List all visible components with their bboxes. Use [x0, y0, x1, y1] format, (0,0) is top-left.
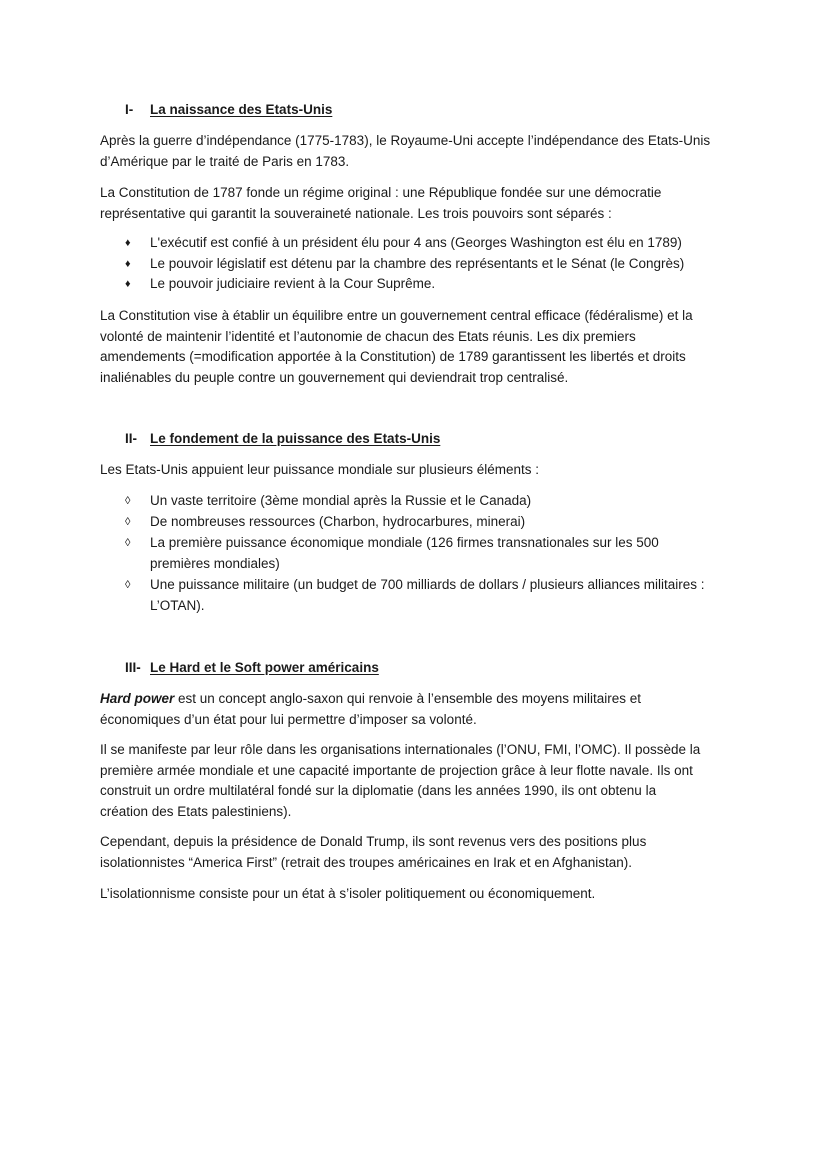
- lozenge-bullet-icon: ◊: [125, 537, 131, 549]
- text-line: représentative qui garantit la souveraineté nationale. Les trois pouvoirs sont séparés :: [100, 205, 612, 221]
- section-title: Le Hard et le Soft power américains: [150, 660, 379, 675]
- list-item-text: [150, 533, 659, 574]
- text-line: Après la guerre d’indépendance (1775-1783), le Royaume-Uni accepte l’indépendance des Etats-Unis: [100, 133, 711, 148]
- section-number: III-: [125, 660, 141, 675]
- text-line: création des Etats palestiniens).: [100, 803, 292, 819]
- section-title: Le fondement de la puissance des Etats-Unis: [150, 431, 441, 446]
- text-fragment: est un concept anglo-saxon qui renvoie à l’ensemble des moyens militaires et: [174, 691, 642, 706]
- text-line: volonté de maintenir l’identité et l’autonomie de chacun des Etats réunis. Les dix premiers: [100, 328, 636, 344]
- lozenge-bullet-icon: ◊: [125, 579, 131, 591]
- section-number: II-: [125, 431, 137, 446]
- text-line: L’OTAN).: [150, 597, 205, 613]
- list-item-text: L'exécutif est confié à un président élu pour 4 ans (Georges Washington est élu en 1789): [150, 235, 682, 250]
- paragraph: [100, 306, 740, 388]
- paragraph: [100, 131, 740, 172]
- definition-term: Hard power: [100, 691, 175, 706]
- text-line: Les Etats-Unis appuient leur puissance mondiale sur plusieurs éléments :: [100, 462, 539, 477]
- paragraph: [100, 460, 740, 481]
- text-line: Une puissance militaire (un budget de 700 milliards de dollars / plusieurs alliances militaires :: [150, 577, 705, 592]
- text-line: première armée mondiale et une capacité importante de projection grâce à leur flotte navale. Ils ont: [100, 762, 693, 778]
- text-line: L’isolationnisme consiste pour un état à s’isoler politiquement ou économiquement.: [100, 886, 596, 901]
- section-title: La naissance des Etats-Unis: [150, 102, 333, 117]
- list-item-text: Un vaste territoire (3ème mondial après la Russie et le Canada): [150, 493, 532, 508]
- paragraph: [100, 832, 740, 873]
- diamond-bullet-icon: ♦: [125, 237, 131, 249]
- text-line: Cependant, depuis la présidence de Donald Trump, ils sont revenus vers des positions plus: [100, 834, 647, 849]
- paragraph: [100, 884, 740, 905]
- paragraph: [100, 740, 740, 822]
- text-line: inaliénables du peuple contre un gouvernement qui deviendrait trop centralisé.: [100, 369, 569, 385]
- lozenge-bullet-icon: ◊: [125, 495, 131, 507]
- list-item-text: [150, 575, 705, 616]
- section-heading-1: [125, 102, 332, 117]
- text-line: premières mondiales): [150, 555, 280, 571]
- definition-paragraph: [100, 689, 740, 730]
- text-line: La Constitution de 1787 fonde un régime original : une République fondée sur une démocratie: [100, 185, 662, 200]
- text-line: Il se manifeste par leur rôle dans les organisations internationales (l’ONU, FMI, l’OMC). Il possède la: [100, 742, 701, 757]
- text-line: construit un ordre multilatéral fondé sur la diplomatie (dans les années 1990, ils ont obtenu la: [100, 783, 657, 798]
- section-heading-3: [125, 660, 379, 675]
- list-item-text: De nombreuses ressources (Charbon, hydrocarbures, minerai): [150, 514, 526, 529]
- section-number: I-: [125, 102, 134, 117]
- text-line: isolationnistes “America First” (retrait des troupes américaines en Irak et en Afghanistan).: [100, 854, 632, 870]
- list-item-text: Le pouvoir judiciaire revient à la Cour Suprême.: [150, 276, 436, 291]
- text-line: [100, 689, 740, 710]
- text-line: amendements (=modification apportée à la Constitution) de 1789 garantissent les libertés et droits: [100, 349, 686, 364]
- diamond-bullet-icon: ♦: [125, 278, 131, 290]
- paragraph: [100, 183, 740, 224]
- section-heading-2: [125, 431, 440, 446]
- lozenge-bullet-icon: ◊: [125, 516, 131, 528]
- text-line: économiques d’un état pour lui permettre d’imposer sa volonté.: [100, 711, 477, 727]
- text-line: La Constitution vise à établir un équilibre entre un gouvernement central efficace (fédéralisme) et la: [100, 308, 693, 323]
- text-line: d’Amérique par le traité de Paris en 1783.: [100, 153, 350, 169]
- text-line: La première puissance économique mondiale (126 firmes transnationales sur les 500: [150, 535, 659, 550]
- list-item-text: Le pouvoir législatif est détenu par la chambre des représentants et le Sénat (le Congrès): [150, 256, 685, 271]
- diamond-bullet-icon: ♦: [125, 258, 131, 270]
